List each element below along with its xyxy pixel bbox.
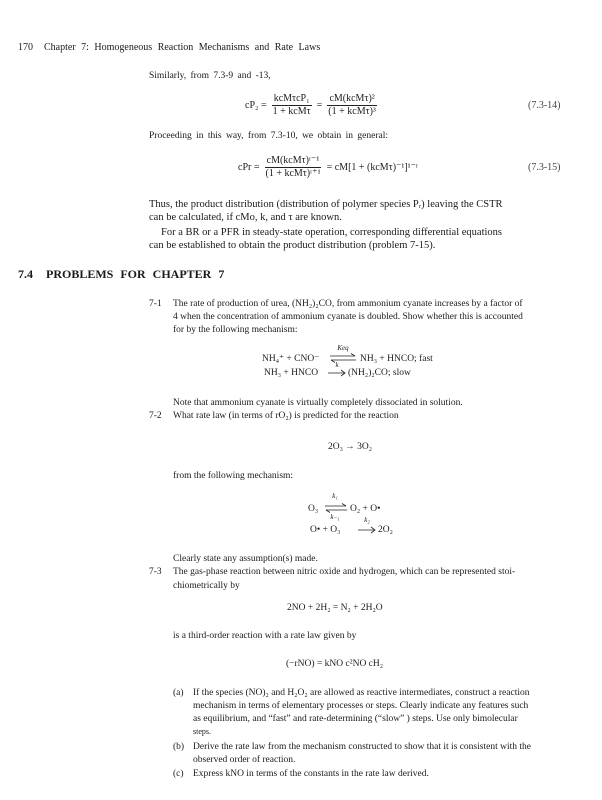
eq15-rhs: = cM[1 + (kcMτ)⁻¹]¹⁻ʳ xyxy=(326,162,419,173)
eq14-num2: cM(kcMτ)² xyxy=(329,93,375,104)
eq14-fraction-1 xyxy=(271,93,313,118)
p72-m1-k-top: k₁ xyxy=(332,492,338,500)
p72-m1-right: O₂ + O• xyxy=(350,504,381,514)
p72-m1-left: O₃ xyxy=(308,504,319,514)
paragraph-1-line-1: Thus, the product distribution (distribution of polymer species Pᵣ) leaving the CSTR xyxy=(149,199,503,210)
part-b-line-2: observed order of reaction. xyxy=(193,755,296,765)
equation-number-7-3-14: (7.3-14) xyxy=(528,100,561,111)
equilibrium-arrow-icon xyxy=(324,503,348,513)
eq14-fraction-2 xyxy=(326,93,378,118)
part-a-label: (a) xyxy=(173,688,184,698)
eq15-lhs: cPr = xyxy=(238,162,260,173)
equation-7-3-15 xyxy=(238,155,418,180)
p72-m2-left: O• + O₃ xyxy=(310,525,341,535)
problem-7-1-line-1: The rate of production of urea, (NH₂)₂CO, from ammonium cyanate increases by a factor of xyxy=(173,299,523,309)
forward-arrow-icon xyxy=(357,526,377,534)
p71-r1-right: NH₃ + HNCO; fast xyxy=(360,354,433,364)
eq14-num1: kcMτcP₁ xyxy=(273,93,310,104)
section-title: PROBLEMS FOR CHAPTER 7 xyxy=(46,267,225,281)
part-a-line-1: If the species (NO)₂ and H₂O₂ are allowed as reactive intermediates, construct a reaction xyxy=(193,688,530,698)
p71-r1-k: Keq xyxy=(337,344,349,352)
eq14-den2: (1 + kcMτ)³ xyxy=(328,106,376,117)
part-a-line-3: as equilibrium, and “fast” and rate-determining (“slow” ) steps. Use only bimolecular xyxy=(193,714,518,724)
problem-7-1-line-2: 4 when the concentration of ammonium cyanate is doubled. Show whether this is accounted xyxy=(173,312,523,322)
p71-r2-k: k xyxy=(335,361,339,369)
p71-r1-left: NH₄⁺ + CNO⁻ xyxy=(262,354,320,364)
problem-7-2-line-3: Clearly state any assumption(s) made. xyxy=(173,554,318,564)
forward-arrow-icon xyxy=(327,369,347,377)
problem-7-3-line-2: chiometrically by xyxy=(173,581,240,591)
eq14-equals: = xyxy=(316,100,323,111)
intro-proceeding: Proceeding in this way, from 7.3-10, we obtain in general: xyxy=(149,131,388,141)
part-b-label: (b) xyxy=(173,742,185,752)
problem-7-3-line-3: is a third-order reaction with a rate law given by xyxy=(173,631,357,641)
part-a-line-4: steps. xyxy=(193,727,211,736)
p72-m2-k: k₂ xyxy=(364,516,370,524)
part-c-label: (c) xyxy=(173,769,184,779)
eq15-den: (1 + kcMτ)ʳ⁺¹ xyxy=(265,168,321,179)
paragraph-2-line-2: can be established to obtain the product distribution (problem 7-15). xyxy=(149,240,436,251)
p71-r2-left: NH₃ + HNCO xyxy=(264,368,319,378)
intro-similarly: Similarly, from 7.3-9 and -13, xyxy=(149,71,271,81)
eq15-num: cM(kcMτ)ʳ⁻¹ xyxy=(266,155,320,166)
paragraph-1-line-2: can be calculated, if cMo, k, and τ are known. xyxy=(149,212,342,223)
p71-r2-right: (NH₂)₂CO; slow xyxy=(348,368,411,378)
eq15-fraction xyxy=(263,155,322,180)
problem-7-3-line-1: The gas-phase reaction between nitric oxide and hydrogen, which can be represented stoi- xyxy=(173,567,516,577)
section-number: 7.4 xyxy=(18,267,33,281)
page-number: 170 xyxy=(18,42,33,53)
problem-7-1-line-3: for by the following mechanism: xyxy=(173,325,298,335)
problem-7-2-label: 7-2 xyxy=(149,411,162,421)
problem-7-2-line-2: from the following mechanism: xyxy=(173,471,294,481)
problem-7-3-rate-law: (−rNO) = kNO c²NO cH₂ xyxy=(286,659,384,669)
p72-m2-right: 2O₂ xyxy=(378,525,393,535)
problem-7-1-note: Note that ammonium cyanate is virtually completely dissociated in solution. xyxy=(173,398,463,408)
paragraph-2-line-1: For a BR or a PFR in steady-state operation, corresponding differential equations xyxy=(161,227,502,238)
problem-7-2-line-1: What rate law (in terms of rO₂) is predicted for the reaction xyxy=(173,411,399,421)
problem-7-2-reaction: 2O₃ → 3O₂ xyxy=(328,442,373,452)
eq14-lhs: cP₂ = xyxy=(245,100,267,111)
p72-m1-k-bot: k₋₁ xyxy=(330,513,340,521)
running-header: Chapter 7: Homogeneous Reaction Mechanisms and Rate Laws xyxy=(44,42,321,53)
problem-7-1-label: 7-1 xyxy=(149,299,162,309)
problem-7-3-reaction: 2NO + 2H₂ = N₂ + 2H₂O xyxy=(287,603,383,613)
eq14-den1: 1 + kcMτ xyxy=(272,106,311,117)
part-b-line-1: Derive the rate law from the mechanism constructed to show that it is consistent with the xyxy=(193,742,531,752)
equation-7-3-14 xyxy=(245,93,378,118)
part-a-line-2: mechanism in terms of elementary processes or steps. Clearly indicate any features such xyxy=(193,701,529,711)
problem-7-3-label: 7-3 xyxy=(149,567,162,577)
equation-number-7-3-15: (7.3-15) xyxy=(528,162,561,173)
part-c-line-1: Express kNO in terms of the constants in the rate law derived. xyxy=(193,769,429,779)
